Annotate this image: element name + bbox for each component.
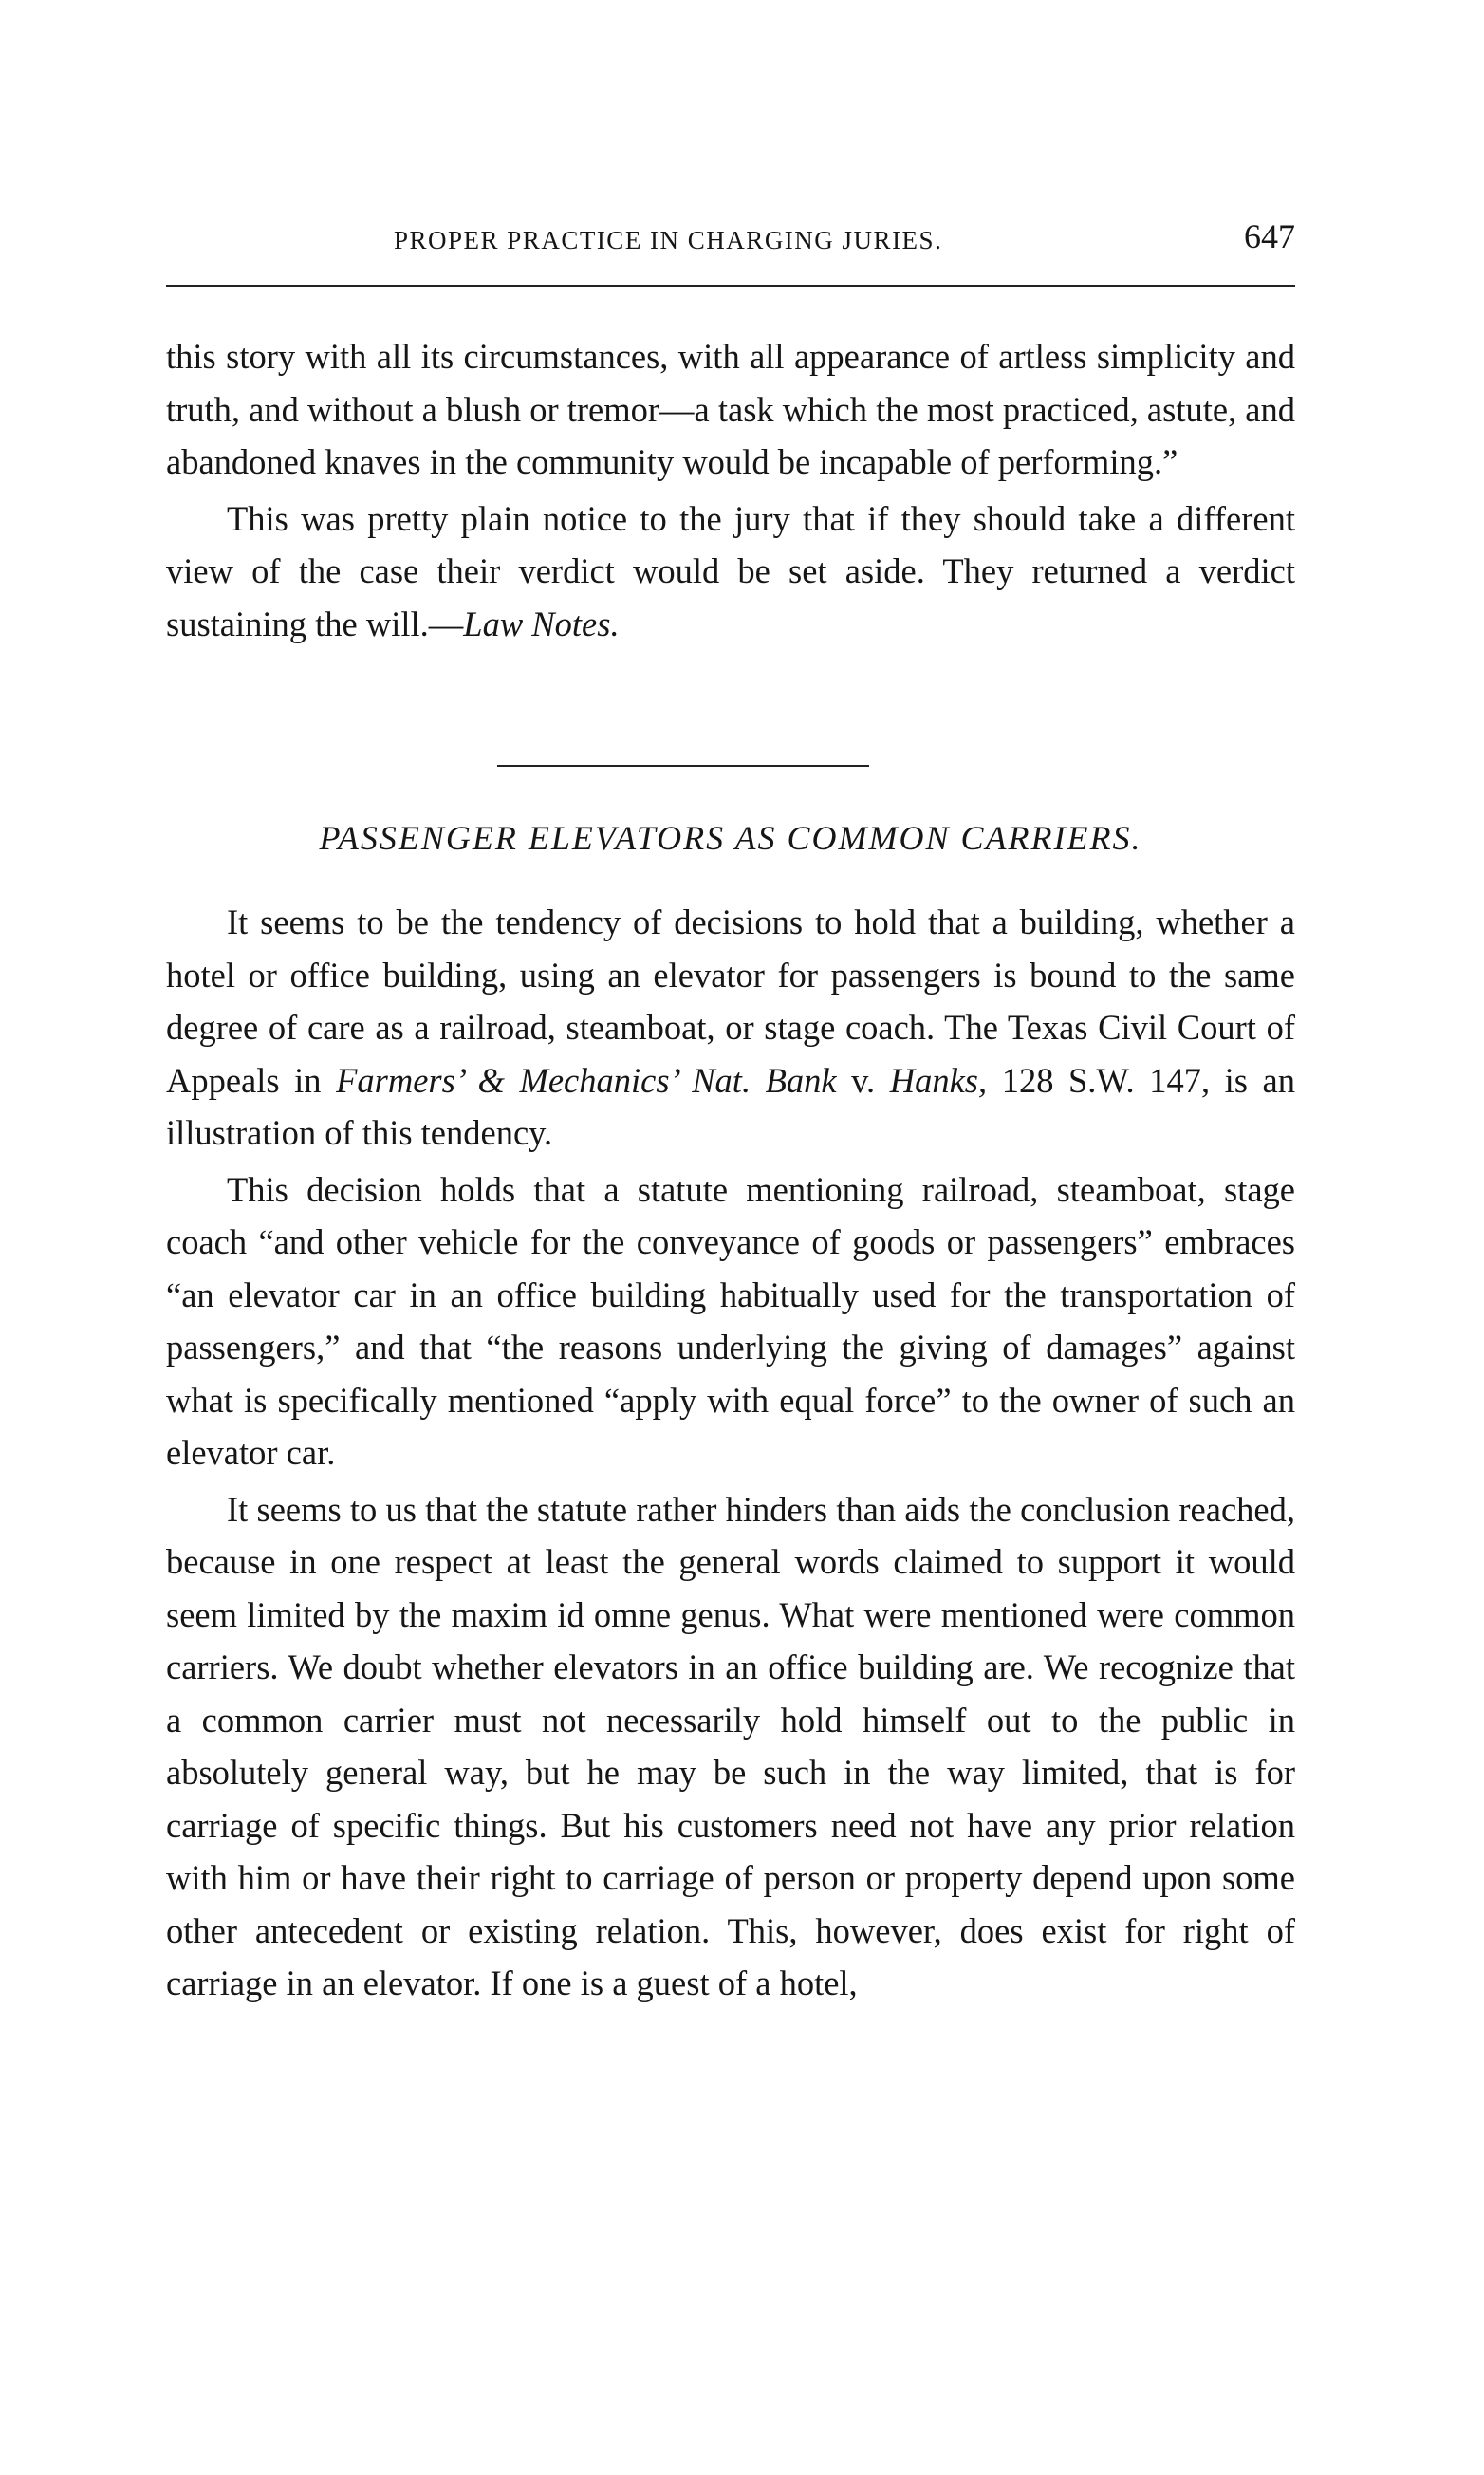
article-paragraph-1 bbox=[166, 896, 1295, 1160]
case-name-plaintiff: Farmers’ & Mechanics’ Nat. Bank bbox=[336, 1060, 837, 1100]
article-title: PASSENGER ELEVATORS AS COMMON CARRIERS. bbox=[319, 819, 1142, 857]
page-number: 647 bbox=[1244, 217, 1295, 255]
article-body bbox=[166, 896, 1295, 2014]
source-attribution: Law Notes. bbox=[463, 604, 620, 643]
case-name-defendant: Hanks, bbox=[889, 1060, 988, 1100]
page-header bbox=[166, 216, 1295, 273]
closing-paragraph bbox=[166, 493, 1295, 651]
continued-text bbox=[166, 330, 1295, 650]
p1-lead-text: It seems to be the tendency of decisions to hold that a building, whether a hotel or office building, using an elevator for passengers is bound to the same degree of care as a railroad, steamboat, or stage coach. The Texas Civil Court of Appeals in bbox=[166, 903, 1295, 1100]
article-paragraph-2: This decision holds that a statute mentioning railroad, steamboat, stage coach “and other vehicle for the conveyance of goods or passengers” embraces “an elevator car in an office building habitually used for the transportation of passengers,” and that “the reasons underlying the giving of damages” against what is specifically mentioned “apply with equal force” to the owner of such an elevator car. bbox=[166, 1169, 1295, 1472]
running-head: PROPER PRACTICE IN CHARGING JURIES. bbox=[394, 226, 943, 254]
p1-tail-text: 128 S.W. 147, is an illustration of this tendency. bbox=[166, 1060, 1295, 1152]
case-versus: v. bbox=[836, 1060, 890, 1100]
article-paragraph-3: It seems to us that the statute rather hinders than aids the conclusion reached, because in one respect at least the general words claimed to support it would seem limited by the maxim id omne genus. What were mentioned were common carriers. We doubt whether elevators in an office building are. We recognize that a common carrier must not necessarily hold himself out to the public in absolutely general way, but he may be such in the way limited, that is for carriage of specific things. But his customers need not have any prior relation with him or have their right to carriage of person or property depend upon some other antecedent or existing relation. This, however, does exist for right of carriage in an elevator. If one is a guest of a hotel, bbox=[166, 1489, 1295, 2002]
section-divider bbox=[497, 765, 869, 767]
header-rule bbox=[166, 285, 1295, 287]
continued-paragraph: this story with all its circumstances, with all appearance of artless simplicity and truth, and without a blush or tremor—a task which the most practiced, astute, and abandoned knaves in the community would be incapable of performing.” bbox=[166, 337, 1296, 481]
closing-paragraph-text: This was pretty plain notice to the jury that if they should take a different view of the case their verdict would be set aside. They returned a verdict sustaining the will.— bbox=[166, 498, 1295, 643]
